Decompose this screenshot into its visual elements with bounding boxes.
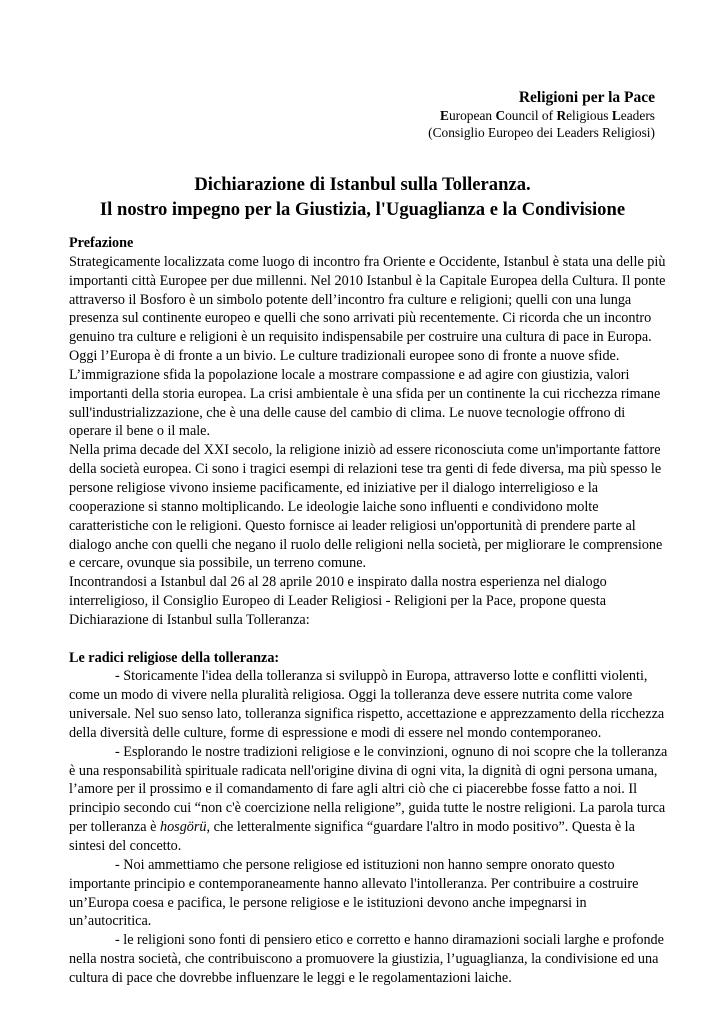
council-letter: L bbox=[611, 108, 621, 123]
council-letter: E bbox=[440, 108, 449, 123]
document-body bbox=[69, 234, 669, 988]
document-title bbox=[40, 172, 685, 222]
roots-paragraph-2 bbox=[69, 743, 669, 856]
preface-paragraph: Nella prima decade del XXI secolo, la religione iniziò ad essere riconosciuta come un'importante fattore della società europea. Ci sono i tragici esempi di relazioni tese tra genti di fede diversa, ma più spesso le persone religiose vivono insieme pacificamente, ed iniziative per il dialogo interreligioso e la cooperazione si stanno moltiplicando. Le ideologie laiche sono influenti e condividono molte caratteristiche con le religioni. Questo fornisce ai leader religiosi un'opportunità di prendere parte al dialogo anche con quelli che negano il ruolo delle religioni nella società, per migliorare le comprensione e cercare, ovunque sia possibile, un terreno comune. bbox=[69, 442, 663, 572]
roots-paragraph-2-text: , che letteralmente significa “guardare l'altro in modo positivo”. Questa è la sintesi del concetto. bbox=[69, 819, 635, 854]
preface-heading: Prefazione bbox=[69, 235, 134, 251]
roots-paragraph-4: - le religioni sono fonti di pensiero etico e corretto e hanno diramazioni sociali larghe e profonde nella nostra società, che contribuiscono a promuovere la giustizia, l’uguaglianza, la condivisione ed una cultura di pace che dovrebbe influenzare le leggi e le regolamentazioni laiche. bbox=[69, 932, 664, 986]
turkish-term: hosgörü bbox=[159, 819, 207, 836]
title-line-2: Il nostro impegno per la Giustizia, l'Uguaglianza e la Condivisione bbox=[99, 199, 626, 220]
organization-name: Religioni per la Pace bbox=[518, 89, 655, 106]
title-line-1: Dichiarazione di Istanbul sulla Tolleranza. bbox=[194, 174, 531, 195]
roots-paragraph-1: - Storicamente l'idea della tolleranza si sviluppò in Europa, attraverso lotte e conflitti violenti, come un modo di vivere nella pluralità religiosa. Oggi la tolleranza deve essere nutrita come valore universale. Nel suo senso lato, tolleranza significa rispetto, accettazione e apprezzamento della ricchezza della diversità delle culture, forme di espressione e modi di essere nel mondo contemporaneo. bbox=[69, 668, 665, 741]
roots-heading: Le radici religiose della tolleranza: bbox=[69, 649, 280, 666]
council-text: eaders bbox=[620, 108, 655, 123]
council-name bbox=[428, 108, 655, 125]
council-text: eligious bbox=[566, 108, 612, 123]
roots-paragraph-3: - Noi ammettiamo che persone religiose ed istituzioni non hanno sempre onorato questo importante principio e contemporaneamente hanno allevato l'intolleranza. Per contribuire a costruire un’Europa coesa e pacifica, le persone religiose e le istituzioni devono anche impegnarsi in un’autocritica. bbox=[69, 856, 639, 930]
organization-header bbox=[428, 88, 655, 141]
council-text: uropean bbox=[448, 108, 496, 123]
section-spacer bbox=[69, 630, 669, 649]
preface-paragraph: Incontrandosi a Istanbul dal 26 al 28 aprile 2010 e inspirato dalla nostra esperienza nel dialogo interreligioso, il Consiglio Europeo di Leader Religiosi - Religioni per la Pace, propone questa Dichiarazione di Istanbul sulla Tolleranza: bbox=[69, 574, 607, 628]
preface-paragraph: Strategicamente localizzata come luogo di incontro fra Oriente e Occidente, Istanbul è stata una delle più importanti città Europee per due millenni. Nel 2010 Istanbul è la Capitale Europea della Cultura. Il ponte attraverso il Bosforo è un simbolo potente dell’incontro fra culture e religioni; quelli con una lunga presenza sul continente europeo e quelli che sono arrivati più recentemente. Ci ricorda che un incontro genuino tra culture e religioni è un requisito indispensabile per costruire una cultura di pace in Europa. bbox=[69, 253, 666, 346]
council-letter: R bbox=[556, 108, 567, 123]
preface-paragraph: Oggi l’Europa è di fronte a un bivio. Le culture tradizionali europee sono di fronte a nuove sfide. L’immigrazione sfida la popolazione locale a mostrare compassione e ad agire con giustizia, valori importanti della storia europea. La crisi ambientale è una sfida per un continente la cui ricchezza rimane sull'industrializzazione, che è una delle cause del cambio di clima. Le nuove tecnologie offrono di operare il bene o il male. bbox=[69, 348, 661, 440]
council-letter: C bbox=[495, 108, 506, 123]
roots-paragraph-2-text: - Esplorando le nostre tradizioni religiose e le convinzioni, ognuno di noi scopre che la tolleranza è una responsabilità spirituale radicata nell'origine divina di ogni vita, la dignità di ogni persona umana, l’amore per il prossimo e il comandamento di fare agli altri ciò che ci piacerebbe fosse fatto a noi. Il principio secondo cui “non c'è coercizione nella religione”, guida tutte le nostre religioni. La parola turca per tolleranza è bbox=[69, 743, 668, 836]
council-name-italian: (Consiglio Europeo dei Leaders Religiosi) bbox=[428, 124, 655, 140]
council-text: ouncil of bbox=[505, 108, 557, 123]
